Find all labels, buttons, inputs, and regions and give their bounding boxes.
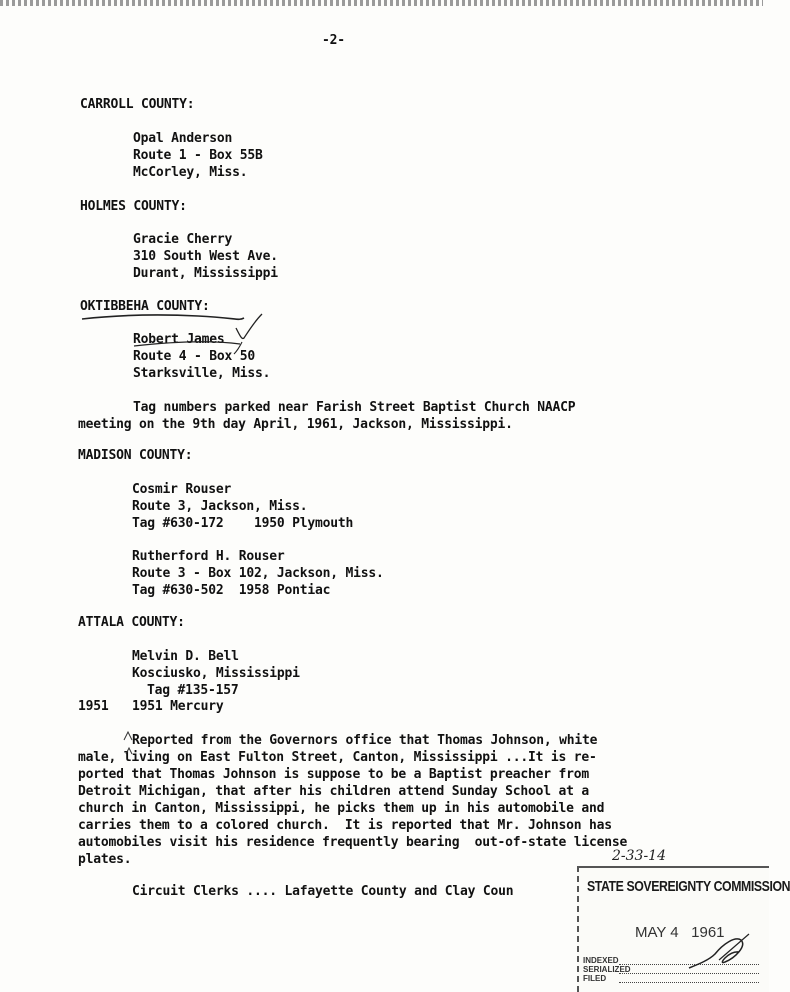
report-line-5: church in Canton, Mississippi, he picks them up in his automobile and xyxy=(78,801,605,816)
madison-county-heading: MADISON COUNTY: xyxy=(78,448,193,463)
pen-caret-mark xyxy=(120,728,138,762)
attala-tag: Tag #135-157 xyxy=(147,683,239,698)
stamp-serialized: SERIALIZED xyxy=(583,965,631,974)
attala-car: 1951 Mercury xyxy=(132,699,224,714)
holmes-address: 310 South West Ave. xyxy=(133,249,278,264)
stamp-line-3 xyxy=(619,982,759,983)
oktibbeha-county-heading: OKTIBBEHA COUNTY: xyxy=(80,299,210,314)
carroll-route: Route 1 - Box 55B xyxy=(133,148,263,163)
madison-person1-name: Cosmir Rouser xyxy=(132,482,232,497)
carroll-city: McCorley, Miss. xyxy=(133,165,248,180)
stamp-date: MAY 4 1961 xyxy=(635,924,725,941)
report-line-6: carries them to a colored church. It is reported that Mr. Johnson has xyxy=(78,818,612,833)
state-sovereignty-stamp xyxy=(577,866,790,992)
attala-county-heading: ATTALA COUNTY: xyxy=(78,615,185,630)
report-line-7: automobiles visit his residence frequently bearing out-of-state license xyxy=(78,835,628,850)
madison-person1-address: Route 3, Jackson, Miss. xyxy=(132,499,308,514)
madison-person2-address: Route 3 - Box 102, Jackson, Miss. xyxy=(132,566,384,581)
oktibbeha-route: Route 4 - Box 50 xyxy=(133,349,256,364)
oktibbeha-city: Starksville, Miss. xyxy=(133,366,271,381)
stamp-title: STATE SOVEREIGNTY COMMISSION xyxy=(587,878,790,895)
holmes-county-heading: HOLMES COUNTY: xyxy=(80,199,187,214)
tag-intro-line-2: meeting on the 9th day April, 1961, Jackson, Mississippi. xyxy=(78,417,513,432)
carroll-name: Opal Anderson xyxy=(133,131,233,146)
stamp-filed: FILED xyxy=(583,974,607,983)
stamp-indexed: INDEXED xyxy=(583,956,619,965)
report-line-3: ported that Thomas Johnson is suppose to be a Baptist preacher from xyxy=(78,767,589,782)
page-number: -2- xyxy=(322,33,345,48)
scan-edge-line xyxy=(0,0,763,6)
report-line-8: plates. xyxy=(78,852,132,867)
attala-city: Kosciusko, Mississippi xyxy=(132,666,300,681)
report-line-2: male, living on East Fulton Street, Canton, Mississippi ...It is re- xyxy=(78,750,597,765)
tag-intro-line-1: Tag numbers parked near Farish Street Baptist Church NAACP xyxy=(133,400,576,415)
madison-person2-tag: Tag #630-502 1958 Pontiac xyxy=(132,583,331,598)
report-line-1: Reported from the Governors office that Thomas Johnson, white xyxy=(132,733,598,748)
carroll-county-heading: CARROLL COUNTY: xyxy=(80,97,195,112)
holmes-city: Durant, Mississippi xyxy=(133,266,278,281)
stamp-initials-scribble xyxy=(679,930,759,974)
madison-person2-name: Rutherford H. Rouser xyxy=(132,549,285,564)
closing-line: Circuit Clerks .... Lafayette County and Clay Coun xyxy=(132,884,514,899)
handwritten-file-number: 2-33-14 xyxy=(612,848,666,864)
attala-margin-year: 1951 xyxy=(78,699,109,714)
report-line-4: Detroit Michigan, that after his children attend Sunday School at a xyxy=(78,784,589,799)
holmes-name: Gracie Cherry xyxy=(133,232,233,247)
attala-name: Melvin D. Bell xyxy=(132,649,239,664)
madison-person1-tag: Tag #630-172 1950 Plymouth xyxy=(132,516,354,531)
oktibbeha-name: Robert James xyxy=(133,332,225,347)
